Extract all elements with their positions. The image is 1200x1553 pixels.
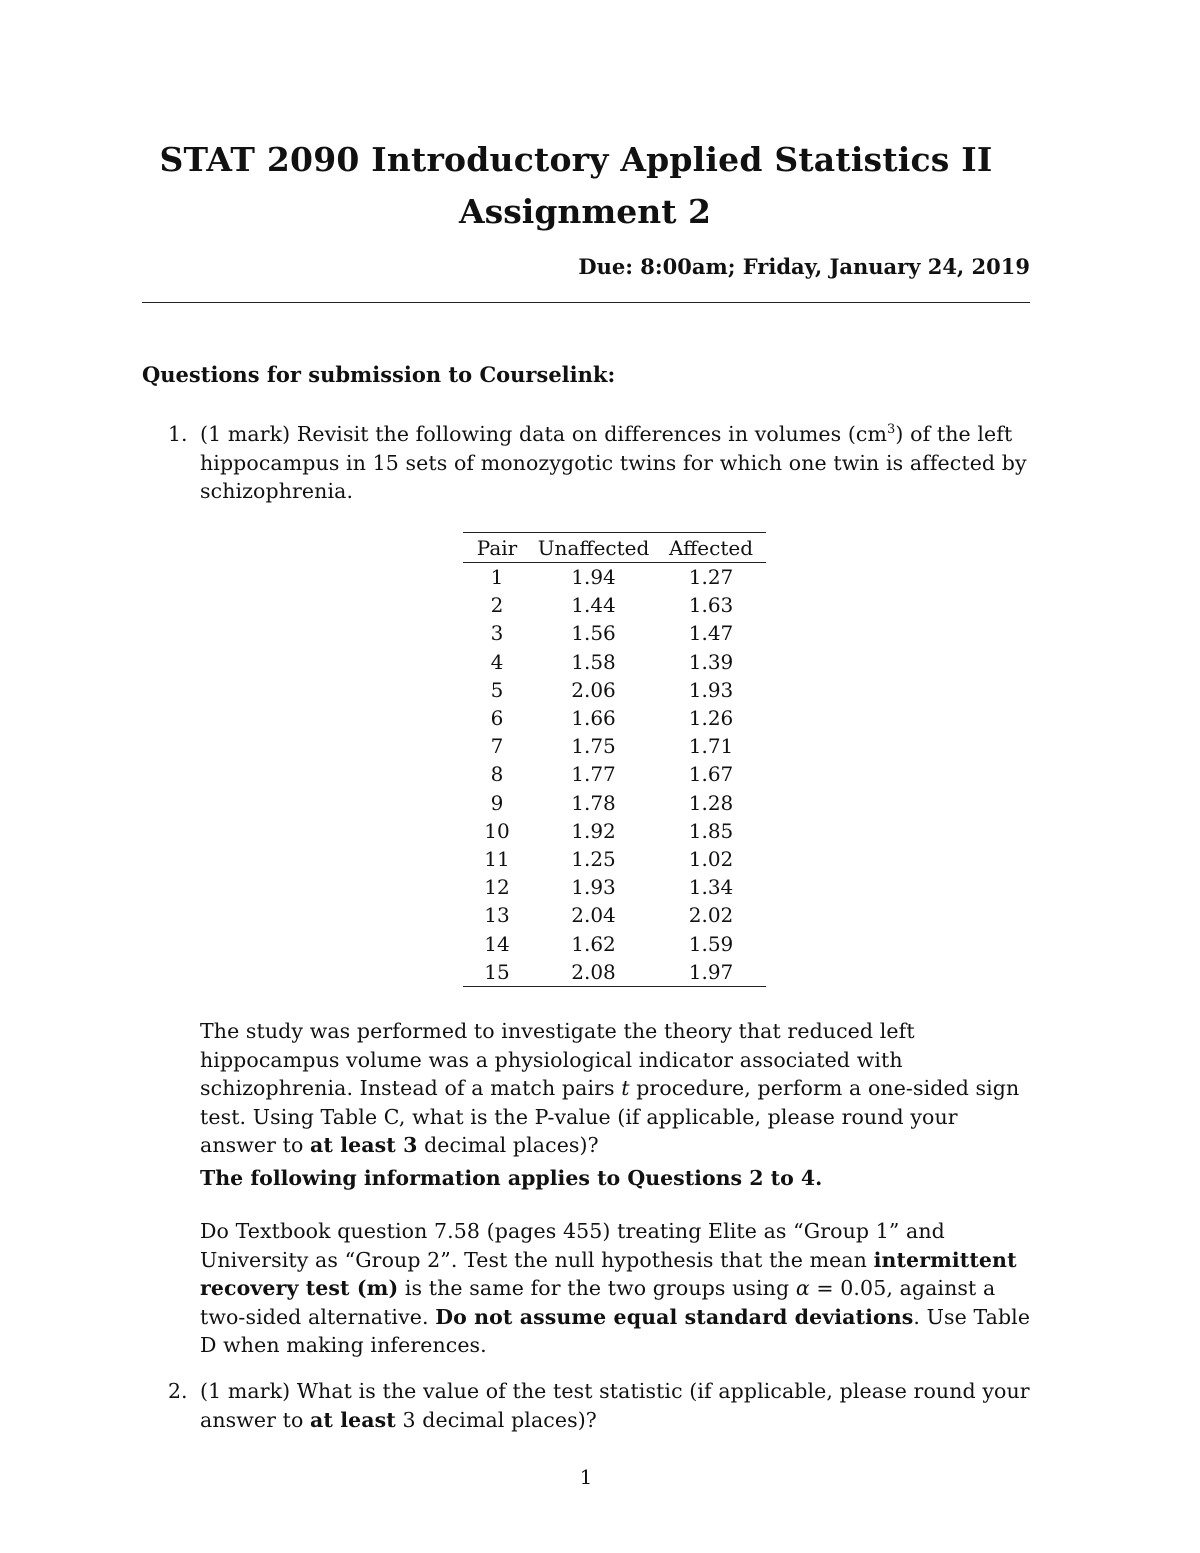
cell-unaffected: 1.77 bbox=[571, 762, 616, 787]
cell-unaffected: 1.58 bbox=[571, 649, 616, 674]
cell-affected: 1.85 bbox=[688, 818, 734, 843]
question-2-number: 2. bbox=[168, 1379, 188, 1403]
table-row bbox=[463, 873, 766, 901]
cell-unaffected: 1.93 bbox=[571, 875, 616, 900]
cell-unaffected: 2.04 bbox=[571, 903, 616, 928]
table-row bbox=[463, 676, 766, 704]
cell-pair: 5 bbox=[490, 677, 504, 702]
cell-affected: 2.02 bbox=[688, 903, 734, 928]
cell-unaffected: 2.06 bbox=[571, 677, 616, 702]
cell-pair: 10 bbox=[484, 818, 510, 843]
cell-affected: 1.97 bbox=[656, 958, 766, 987]
cell-pair: 15 bbox=[463, 958, 531, 987]
cell-pair: 9 bbox=[490, 790, 504, 815]
cell-affected: 1.39 bbox=[688, 649, 734, 674]
cell-affected: 1.63 bbox=[688, 593, 734, 618]
cell-unaffected: 2.08 bbox=[531, 958, 656, 987]
table-row bbox=[463, 817, 766, 845]
due-date: Due: 8:00am; Friday, January 24, 2019 bbox=[578, 254, 1030, 279]
textbook-text-3: = 0.05, against a two-sided alternative. bbox=[200, 1276, 996, 1329]
document-subtitle: Assignment 2 bbox=[459, 192, 711, 231]
info-heading: The following information applies to Questions 2 to 4. bbox=[200, 1166, 823, 1190]
table-row bbox=[463, 704, 766, 732]
cell-affected: 1.34 bbox=[688, 875, 734, 900]
study-t-symbol: t bbox=[621, 1076, 630, 1100]
q1-superscript: 3 bbox=[887, 422, 896, 438]
cell-unaffected: 1.75 bbox=[571, 734, 616, 759]
column-header-pair: Pair bbox=[463, 533, 531, 563]
q1-text-before: (1 mark) Revisit the following data on differences in volumes (cm bbox=[200, 422, 888, 446]
cell-pair: 4 bbox=[490, 649, 504, 674]
cell-pair: 6 bbox=[490, 706, 504, 731]
cell-affected: 1.67 bbox=[688, 762, 734, 787]
q2-emphasis: at least bbox=[310, 1407, 396, 1432]
study-text-1: The study was performed to investigate the theory that reduced left hippocampus volume was a physiological indicator associated with schizophrenia. Instead of a match pairs bbox=[200, 1019, 915, 1100]
cell-affected: 1.71 bbox=[688, 734, 734, 759]
cell-unaffected: 1.44 bbox=[571, 593, 616, 618]
cell-pair: 12 bbox=[484, 875, 510, 900]
table-row bbox=[463, 958, 766, 987]
cell-pair: 14 bbox=[484, 931, 510, 956]
cell-affected: 1.02 bbox=[688, 846, 734, 871]
textbook-text-4: . Use Table D when making inferences. bbox=[200, 1304, 1031, 1357]
cell-pair: 3 bbox=[490, 621, 504, 646]
table-row bbox=[463, 732, 766, 760]
column-header-unaffected: Unaffected bbox=[531, 533, 656, 563]
section-heading: Questions for submission to Courselink: bbox=[142, 362, 616, 387]
cell-affected: 1.93 bbox=[688, 677, 734, 702]
table-body bbox=[463, 563, 766, 987]
cell-affected: 1.28 bbox=[688, 790, 734, 815]
study-text-2: procedure, perform a one-sided sign test. Using Table C, what is the P-value (if applicable, please round your answer to bbox=[200, 1076, 1020, 1157]
cell-affected: 1.47 bbox=[688, 621, 734, 646]
study-emphasis: at least 3 bbox=[310, 1133, 418, 1157]
cell-unaffected: 1.78 bbox=[571, 790, 616, 815]
cell-unaffected: 1.66 bbox=[571, 706, 616, 731]
cell-unaffected: 1.94 bbox=[571, 565, 616, 590]
table-row bbox=[463, 648, 766, 676]
study-text-3: decimal places)? bbox=[417, 1133, 599, 1157]
q2-text-2: 3 decimal places)? bbox=[395, 1407, 597, 1432]
table-row bbox=[463, 591, 766, 619]
document-title: STAT 2090 Introductory Applied Statistics II bbox=[159, 140, 993, 179]
table-row bbox=[463, 845, 766, 873]
question-2-text bbox=[200, 1377, 1030, 1434]
cell-unaffected: 1.62 bbox=[571, 931, 616, 956]
study-paragraph bbox=[200, 1017, 1040, 1160]
cell-unaffected: 1.56 bbox=[571, 621, 616, 646]
table-row bbox=[463, 619, 766, 647]
cell-affected: 1.59 bbox=[688, 931, 734, 956]
question-1-text bbox=[200, 420, 1030, 506]
cell-pair: 8 bbox=[490, 762, 504, 787]
cell-pair: 13 bbox=[484, 903, 510, 928]
cell-pair: 11 bbox=[484, 846, 510, 871]
cell-unaffected: 1.92 bbox=[571, 818, 616, 843]
twins-data-table bbox=[463, 532, 766, 987]
q1-text-after: ) of the left hippocampus in 15 sets of monozygotic twins for which one twin is affected by schizophrenia. bbox=[200, 422, 1027, 503]
textbook-text-2: is the same for the two groups using bbox=[398, 1276, 796, 1300]
q2-text-1: (1 mark) What is the value of the test statistic (if applicable, please round your answer to bbox=[200, 1379, 1030, 1432]
cell-pair: 7 bbox=[490, 734, 504, 759]
textbook-text-1: Do Textbook question 7.58 (pages 455) treating Elite as “Group 1” and University as “Group 2”. Test the null hypothesis that the mean bbox=[200, 1219, 945, 1272]
table-row bbox=[463, 563, 766, 592]
textbook-emphasis-1: intermittent recovery test (m) bbox=[200, 1247, 1017, 1300]
column-header-affected: Affected bbox=[656, 533, 766, 563]
alpha-symbol: α bbox=[795, 1276, 810, 1300]
textbook-paragraph bbox=[200, 1217, 1040, 1360]
table-header-row bbox=[463, 533, 766, 563]
textbook-emphasis-2: Do not assume equal standard deviations bbox=[435, 1304, 914, 1329]
table-row bbox=[463, 929, 766, 957]
cell-unaffected: 1.25 bbox=[571, 846, 616, 871]
cell-pair: 1 bbox=[490, 565, 504, 590]
cell-affected: 1.26 bbox=[688, 706, 734, 731]
table-row bbox=[463, 760, 766, 788]
table-row bbox=[463, 789, 766, 817]
cell-pair: 2 bbox=[490, 593, 504, 618]
table-row bbox=[463, 901, 766, 929]
page-number: 1 bbox=[579, 1465, 593, 1489]
cell-affected: 1.27 bbox=[688, 565, 734, 590]
horizontal-rule bbox=[142, 302, 1030, 303]
question-1-number: 1. bbox=[168, 422, 188, 446]
